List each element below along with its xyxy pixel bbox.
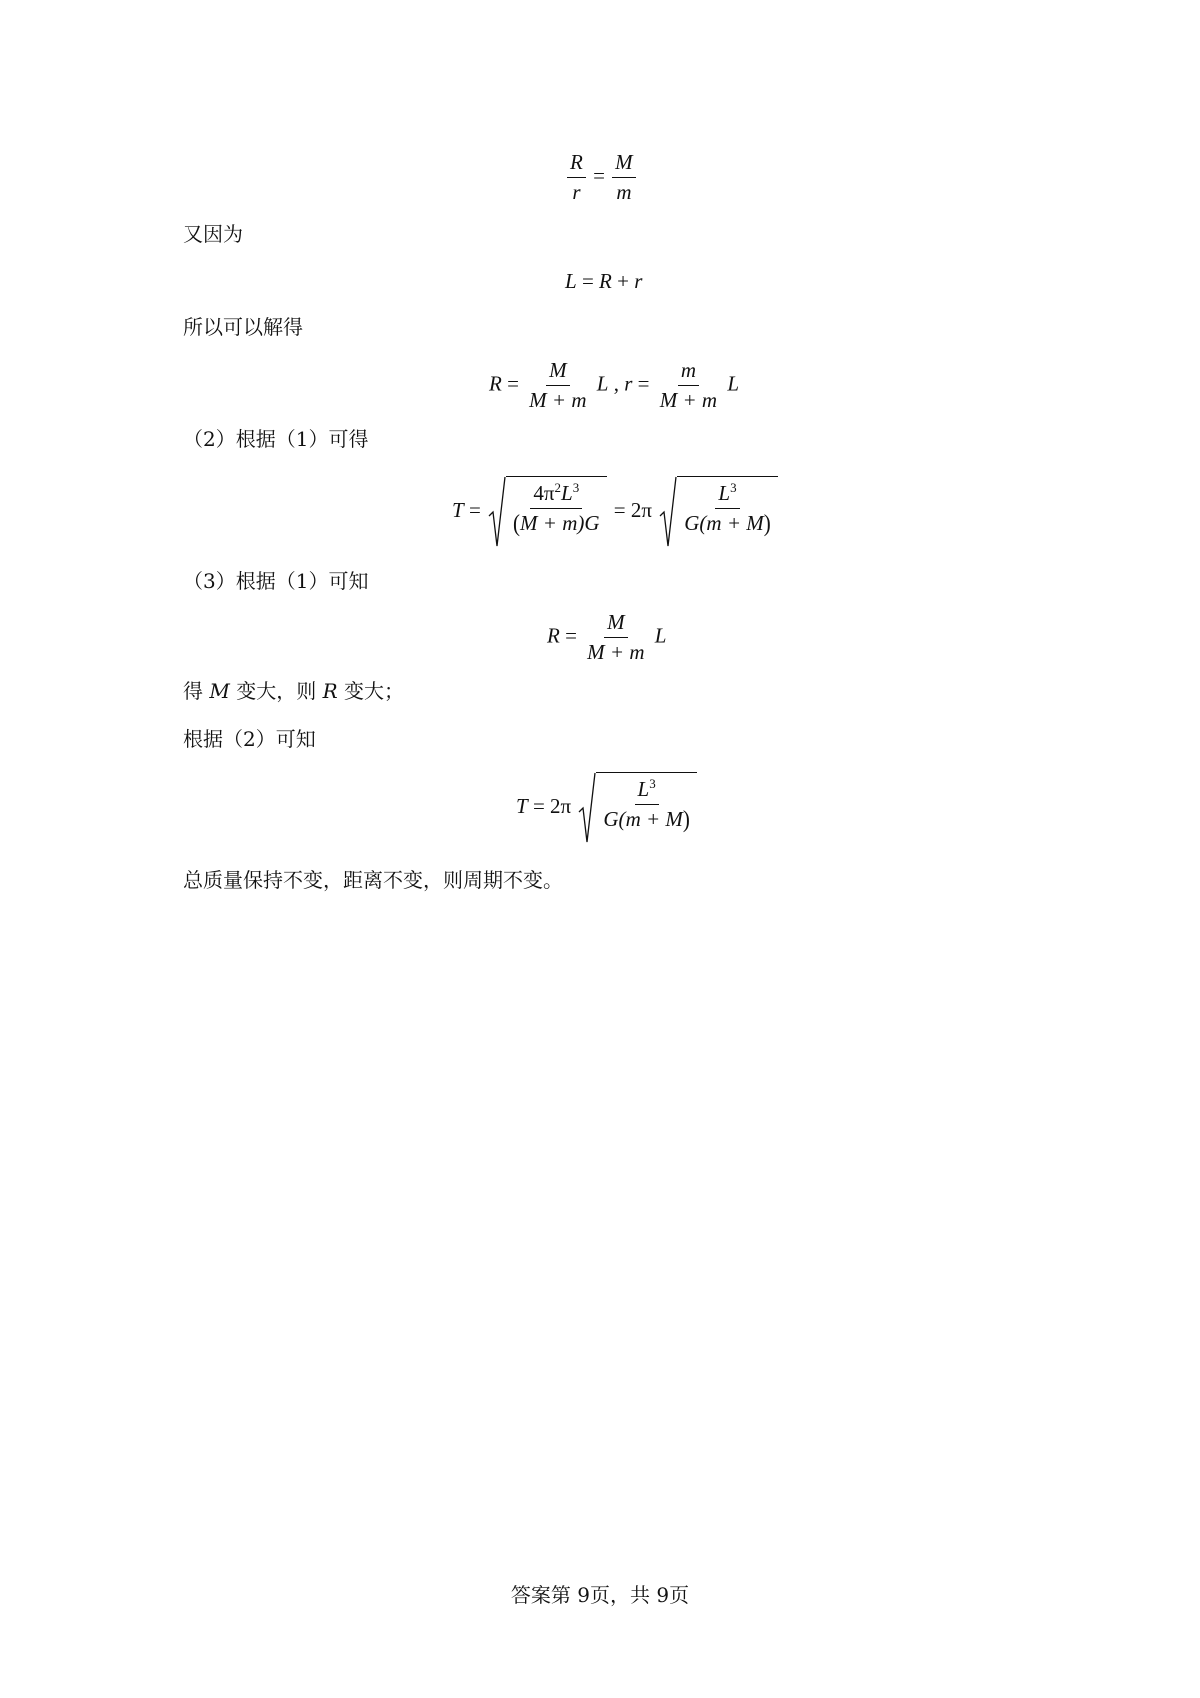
equals-sign: = xyxy=(637,371,650,396)
radius-fraction xyxy=(584,612,647,663)
fraction-numerator: m xyxy=(678,360,699,386)
equation-radius-second xyxy=(547,612,666,663)
fraction-numerator: M xyxy=(604,612,628,638)
fraction-denominator: M + m xyxy=(529,388,587,412)
superscript-3: 3 xyxy=(649,776,656,791)
line-prefix: 得 xyxy=(183,679,203,703)
equals-sign: = xyxy=(593,163,605,188)
denominator-m: m xyxy=(616,180,632,204)
equation-radii xyxy=(489,360,739,411)
line-middle: 变大，则 xyxy=(236,679,317,703)
radical-icon xyxy=(488,476,506,548)
fraction-numerator xyxy=(530,480,582,509)
fraction-denominator: M + m xyxy=(659,388,718,412)
equals-sign: = xyxy=(613,497,626,522)
plus-sign: + xyxy=(617,269,629,293)
fraction-denominator xyxy=(600,804,693,834)
radius-R-fraction xyxy=(526,360,589,411)
equals-sign: = xyxy=(565,623,577,648)
fraction-right xyxy=(612,152,636,203)
square-root xyxy=(659,476,778,548)
equals-sign: = xyxy=(532,793,545,818)
superscript-3: 3 xyxy=(572,480,580,495)
radicand xyxy=(596,772,697,844)
line-suffix: 变大； xyxy=(343,679,404,703)
two-pi: 2π xyxy=(630,497,652,522)
right-parenthesis: ) xyxy=(682,804,690,834)
symbol-L: L xyxy=(596,371,609,396)
numerator-M: M xyxy=(612,152,636,178)
text-line-4: （3）根据（1）可知 xyxy=(183,569,369,593)
fraction-numerator: M xyxy=(546,360,570,386)
equation-ratio xyxy=(565,152,638,203)
symbol-L: L xyxy=(727,371,740,396)
symbol-r: r xyxy=(634,269,643,293)
symbol-G: G( xyxy=(684,511,707,535)
symbol-G: G( xyxy=(603,807,626,831)
text-line-2: 所以可以解得 xyxy=(183,315,303,339)
fraction-denominator: M + m xyxy=(587,640,645,664)
superscript-3: 3 xyxy=(730,480,737,495)
equation-period-first xyxy=(452,476,780,548)
equals-sign: = xyxy=(507,371,519,396)
fraction-denominator xyxy=(510,508,603,538)
symbol-T: T xyxy=(516,793,528,818)
mass-sum: m + M xyxy=(625,807,683,831)
radicand xyxy=(677,476,778,548)
fraction-left xyxy=(567,152,586,203)
fraction-numerator xyxy=(715,480,739,509)
text-line-3: （2）根据（1）可得 xyxy=(183,427,369,451)
symbol-R: R xyxy=(547,623,560,648)
square-root xyxy=(488,476,607,548)
period-fraction-second xyxy=(681,480,774,538)
symbol-L: L xyxy=(718,481,731,505)
equals-sign: = xyxy=(581,269,594,293)
fraction-denominator xyxy=(681,508,774,538)
superscript-2: 2 xyxy=(554,480,561,495)
radical-icon xyxy=(578,772,596,844)
mass-sum: m + M xyxy=(706,511,764,535)
denominator-r: r xyxy=(572,180,581,204)
symbol-R: R xyxy=(599,269,612,293)
symbol-L: L xyxy=(561,481,573,505)
radicand xyxy=(506,476,607,548)
symbol-L: L xyxy=(565,269,577,293)
radical-icon xyxy=(659,476,677,548)
four-pi: 4π xyxy=(533,481,555,505)
period-fraction xyxy=(600,776,693,834)
mass-sum: M + m xyxy=(520,511,578,535)
left-parenthesis: ( xyxy=(513,508,521,538)
square-root xyxy=(578,772,697,844)
symbol-L: L xyxy=(654,623,667,648)
right-parenthesis-G: )G xyxy=(577,511,600,535)
text-line-7: 总质量保持不变，距离不变，则周期不变。 xyxy=(183,868,563,892)
symbol-L: L xyxy=(637,777,650,801)
fraction-numerator xyxy=(635,776,659,805)
two-pi: 2π xyxy=(550,793,572,818)
symbol-R: R xyxy=(322,679,338,703)
numerator-R: R xyxy=(567,152,586,178)
period-fraction xyxy=(510,480,603,538)
radius-r-fraction xyxy=(657,360,720,411)
symbol-M: M xyxy=(209,679,230,703)
text-line-6: 根据（2）可知 xyxy=(183,727,316,751)
equation-period-final xyxy=(516,772,699,844)
right-parenthesis: ) xyxy=(763,508,771,538)
equals-sign: = xyxy=(468,497,481,522)
equation-length xyxy=(565,271,642,292)
symbol-T: T xyxy=(452,497,464,522)
comma: , xyxy=(613,371,619,396)
symbol-R: R xyxy=(489,371,502,396)
text-line-1: 又因为 xyxy=(183,222,243,246)
text-line-5 xyxy=(183,677,404,705)
page-footer: 答案第 9页，共 9页 xyxy=(510,1583,690,1607)
symbol-r: r xyxy=(624,371,633,396)
